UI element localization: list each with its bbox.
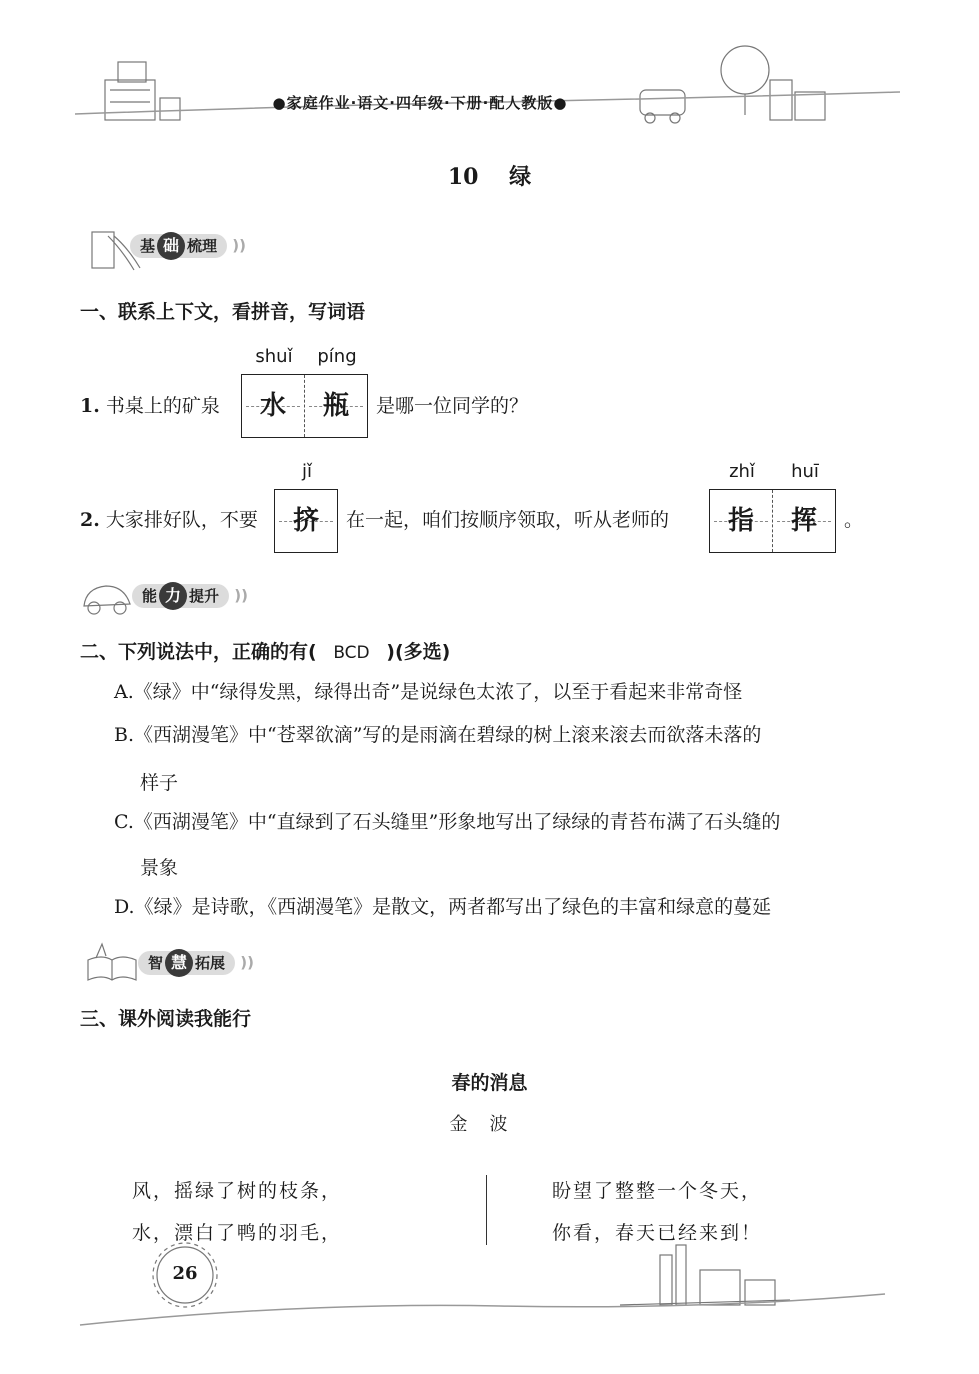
city-doodle-icon [620,1245,790,1305]
badge-wisdom-circle: 慧 [165,949,193,977]
q2-text-after: 。 [844,509,864,531]
q2-text-middle: 在一起，咱们按顺序领取，听从老师的 [346,509,670,531]
q2-answer-3: 挥 [790,506,817,536]
q1-answer-box[interactable] [241,374,368,438]
part2-heading-pre: 二、下列说法中，正确的有( [80,641,317,663]
badge-basic-circle: 础 [157,232,185,260]
q1-text-after: 是哪一位同学的？ [376,395,529,417]
q2-pinyin-1: jǐ [301,461,312,482]
option-c-cont: 景象 [140,857,179,879]
badge-wisdom: 智 慧 拓展 )) [138,949,254,977]
q2-answer-box-2[interactable] [709,489,836,553]
header-title: ●家庭作业·语文·四年级·下册·配人教版● [272,94,568,112]
q1-answer-cell-1[interactable] [242,375,305,437]
q2-answer-1: 挤 [292,506,319,536]
page-number: 26 [172,1263,198,1284]
poem-title: 春的消息 [451,1072,528,1094]
badge-wisdom-pre: 智 [148,953,164,972]
poem-left-line-2: 水，漂白了鸭的羽毛， [132,1222,343,1244]
q2-number: 2. [80,509,100,531]
footer-decoration [0,1240,979,1340]
q2-answer-cell-1[interactable] [275,490,337,552]
q2-answer-cell-2[interactable] [710,490,773,552]
badge-basic-pre: 基 [140,236,156,255]
badge-ability-pre: 能 [142,586,158,605]
q1-before [80,391,220,421]
badge-basic: 基 础 梳理 )) [130,232,246,260]
badge-basic-post: 梳理 [187,236,218,255]
lesson-title [0,160,979,191]
q2-text-before: 大家排好队，不要 [105,509,258,531]
q1-number: 1. [80,395,100,417]
part3-heading: 三、课外阅读我能行 [80,1008,252,1030]
lesson-number: 10 [447,164,479,190]
poem-right-line-1: 盼望了整整一个冬天， [552,1180,763,1202]
q1-text-before: 书桌上的矿泉 [105,395,220,417]
car-tree-doodle-icon [640,46,825,123]
option-c: C.《西湖漫笔》中“直绿到了石头缝里”形象地写出了绿绿的青苔布满了石头缝的 [114,811,781,833]
q2-before [80,505,258,535]
q2-answer-cell-3[interactable] [773,490,835,552]
poem-left-line-1: 风，摇绿了树的枝条， [132,1180,343,1202]
q1-answer-cell-2[interactable] [305,375,367,437]
lesson-name: 绿 [509,164,532,190]
part2-answer: BCD [333,643,370,663]
option-d: D.《绿》是诗歌，《西湖漫笔》是散文，两者都写出了绿色的丰富和绿意的蔓延 [114,896,772,918]
q1-answer-2: 瓶 [322,391,349,421]
poem-divider [486,1175,487,1245]
badge-ability-post: 提升 [189,586,220,605]
q2-answer-box-1[interactable] [274,489,338,553]
car-icon [78,578,138,618]
part1-heading: 一、联系上下文，看拼音，写词语 [80,301,366,323]
poem-author: 金波 [449,1114,530,1135]
q2-answer-2: 指 [727,506,754,536]
badge-wisdom-post: 拓展 [195,953,226,972]
poem-right-line-2: 你看，春天已经来到！ [552,1222,763,1244]
q2-pinyin-2: zhǐ [729,461,755,482]
q1-pinyin-2: píng [317,346,357,367]
badge-ability: 能 力 提升 )) [132,582,248,610]
option-b: B.《西湖漫笔》中“苍翠欲滴”写的是雨滴在碧绿的树上滚来滚去而欲落未落的 [114,724,762,746]
part2-heading-post: )(多选) [386,641,451,663]
option-a: A.《绿》中“绿得发黑，绿得出奇”是说绿色太浓了，以至于看起来非常奇怪 [114,681,743,703]
option-b-cont: 样子 [140,772,179,794]
books-icon [82,940,142,986]
part2-heading [80,637,450,664]
badge-ability-circle: 力 [159,582,187,610]
q1-pinyin-1: shuǐ [255,346,293,367]
header-decoration [0,40,979,130]
q2-pinyin-3: huī [791,461,819,482]
q1-answer-1: 水 [259,391,286,421]
